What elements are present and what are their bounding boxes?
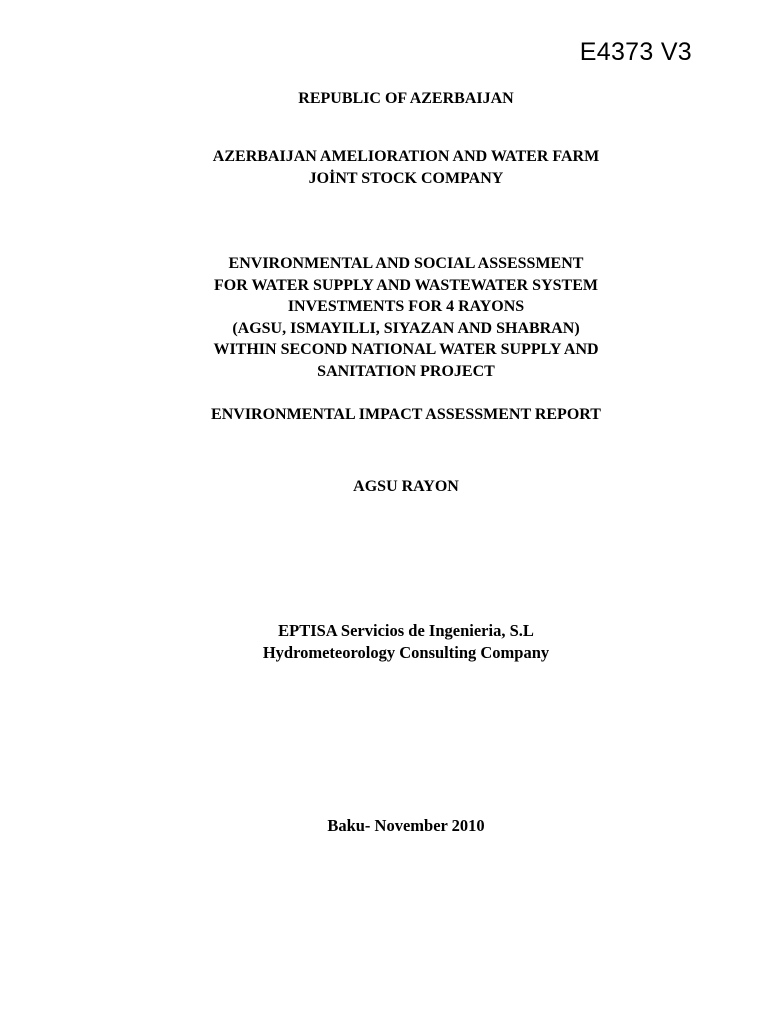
title-line-4: (AGSU, ISMAYILLI, SIYAZAN AND SHABRAN) bbox=[232, 319, 580, 337]
rayon-name: AGSU RAYON bbox=[353, 478, 459, 495]
title-line-5: WITHIN SECOND NATIONAL WATER SUPPLY AND bbox=[213, 341, 599, 358]
rayon-heading bbox=[0, 476, 768, 498]
title-line-6: SANITATION PROJECT bbox=[317, 362, 495, 380]
place-date-block bbox=[0, 815, 768, 837]
consultant-2: Hydrometeorology Consulting Company bbox=[262, 642, 550, 662]
document-title bbox=[0, 253, 768, 382]
place-date: Baku- November 2010 bbox=[327, 816, 485, 835]
company-name-line-2: JOİNT STOCK COMPANY bbox=[308, 169, 504, 187]
company-name-line-1: AZERBAIJAN AMELIORATION AND WATER FARM bbox=[212, 148, 600, 165]
report-type: ENVIRONMENTAL IMPACT ASSESSMENT REPORT bbox=[211, 406, 601, 423]
title-line-3: INVESTMENTS FOR 4 RAYONS bbox=[287, 298, 525, 315]
title-line-1: ENVIRONMENTAL AND SOCIAL ASSESSMENT bbox=[228, 255, 584, 272]
country-name: REPUBLIC OF AZERBAIJAN bbox=[298, 90, 514, 107]
report-type-heading bbox=[0, 404, 768, 426]
document-code: E4373 V3 bbox=[579, 38, 692, 66]
consultants-block bbox=[0, 620, 768, 663]
country-heading bbox=[0, 88, 768, 110]
company-heading bbox=[0, 146, 768, 189]
title-line-2: FOR WATER SUPPLY AND WASTEWATER SYSTEM bbox=[214, 276, 598, 294]
consultant-1: EPTISA Servicios de Ingenieria, S.L bbox=[278, 621, 534, 640]
